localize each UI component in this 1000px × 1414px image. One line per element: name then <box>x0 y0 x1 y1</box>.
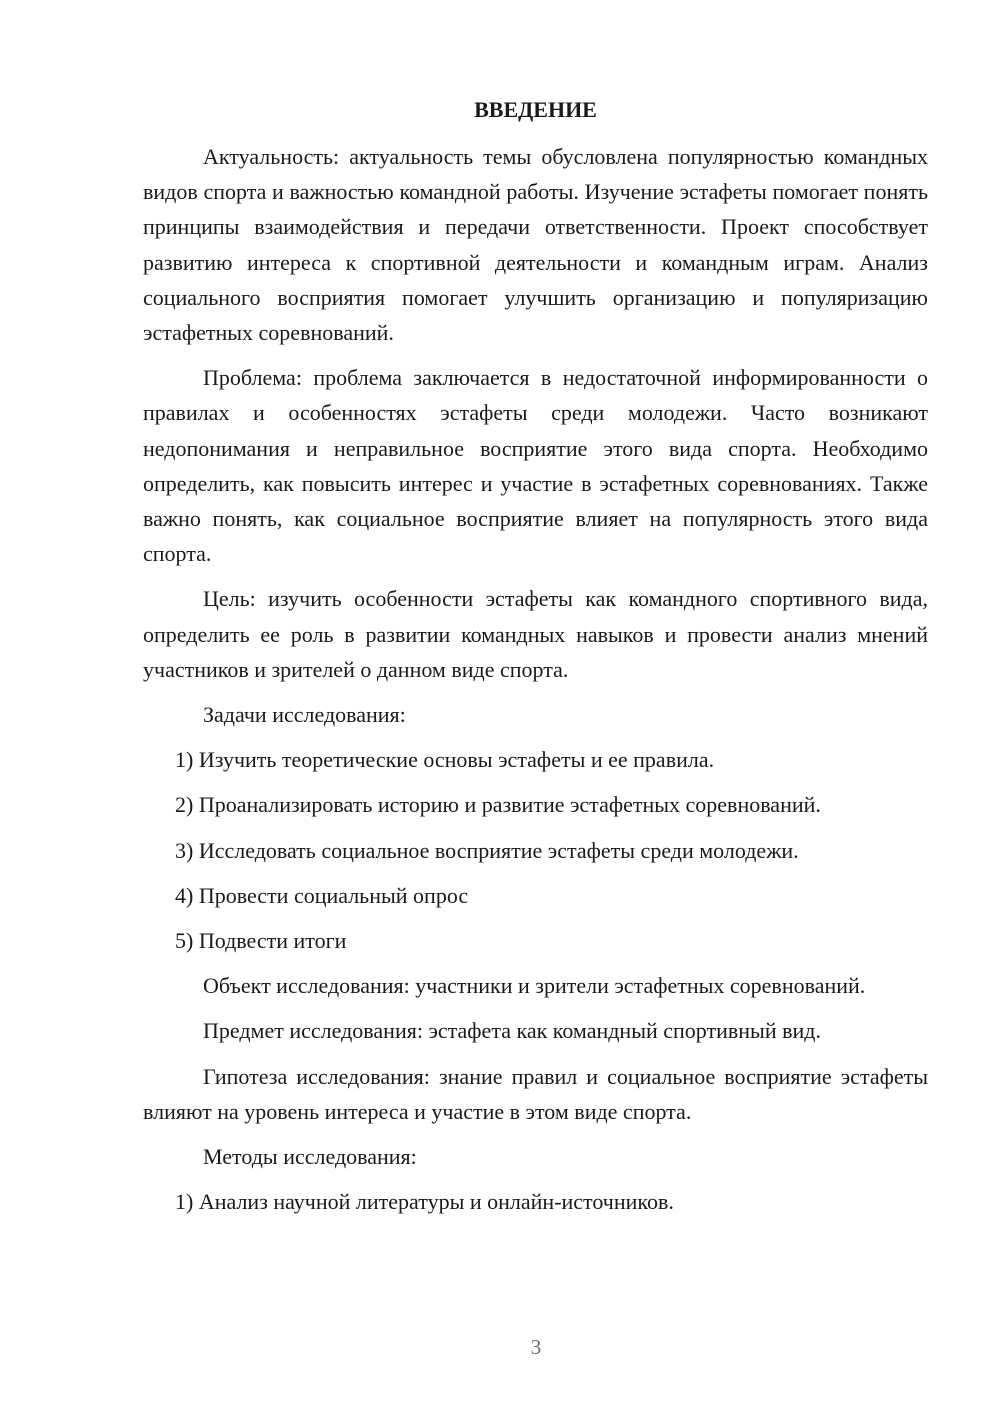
problem-paragraph: Проблема: проблема заключается в недостаточной информированности о правилах и особенностях эстафеты среди молодежи. Часто возникают недопонимания и неправильное восприятие этого вида спорта. Необходимо определить, как повысить интерес и участие в эстафетных соревнованиях. Также важно понять, как социальное восприятие влияет на популярность этого вида спорта. <box>143 365 928 567</box>
tasks-heading: Задачи исследования: <box>203 702 406 728</box>
relevance-paragraph: Актуальность: актуальность темы обусловлена популярностью командных видов спорта и важностью командной работы. Изучение эстафеты помогает понять принципы взаимодействия и передачи ответственности. Проект способствует развитию интереса к спортивной деятельности и командным играм. Анализ социального восприятия помогает улучшить организацию и популяризацию эстафетных соревнований. <box>143 144 928 346</box>
object-paragraph: Объект исследования: участники и зрители эстафетных соревнований. <box>203 973 866 999</box>
method-item: 1) Анализ научной литературы и онлайн-источников. <box>175 1189 674 1215</box>
hypothesis-paragraph: Гипотеза исследования: знание правил и социальное восприятие эстафеты влияют на уровень интереса и участие в этом виде спорта. <box>143 1063 928 1124</box>
goal-paragraph: Цель: изучить особенности эстафеты как командного спортивного вида, определить ее роль в развитии командных навыков и провести анализ мнений участников и зрителей о данном виде спорта. <box>143 586 928 682</box>
task-item: 4) Провести социальный опрос <box>175 882 469 908</box>
task-item: 5) Подвести итоги <box>175 928 347 954</box>
task-item: 2) Проанализировать историю и развитие эстафетных соревнований. <box>175 792 821 818</box>
task-item: 3) Исследовать социальное восприятие эстафеты среди молодежи. <box>175 837 799 863</box>
task-item: 1) Изучить теоретические основы эстафеты и ее правила. <box>175 747 715 773</box>
section-title: ВВЕДЕНИЕ <box>474 97 597 122</box>
page-content <box>143 95 928 1229</box>
subject-paragraph: Предмет исследования: эстафета как командный спортивный вид. <box>203 1018 821 1044</box>
methods-heading: Методы исследования: <box>203 1144 417 1170</box>
page-number: 3 <box>530 1335 542 1359</box>
